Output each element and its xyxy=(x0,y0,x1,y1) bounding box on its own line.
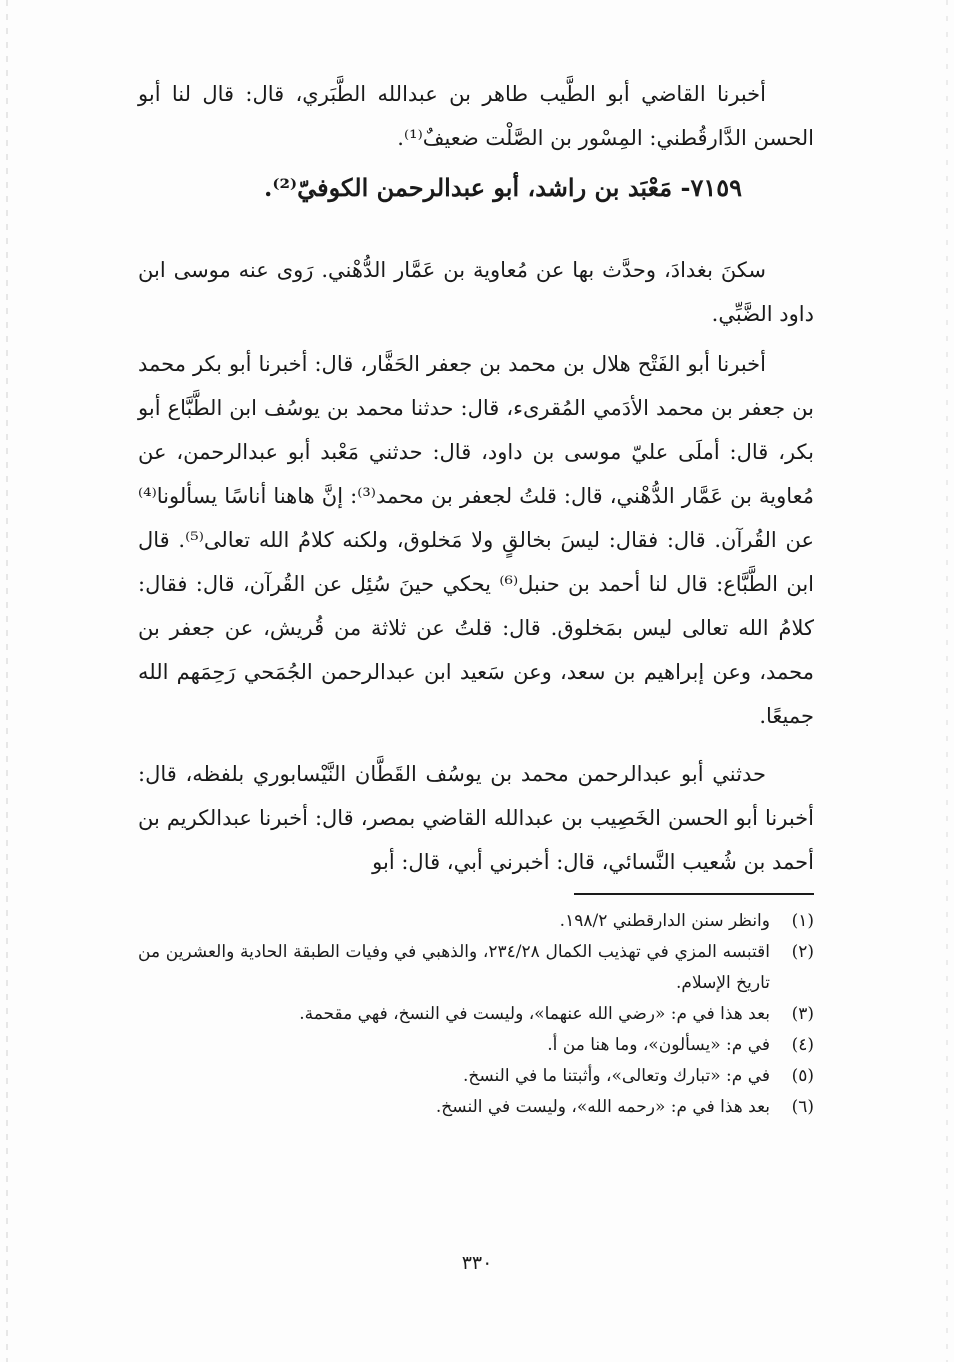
footnote-number: (٥) xyxy=(791,1066,814,1086)
footnote-item xyxy=(138,1092,814,1123)
paragraph-2: سكنَ بغدادَ، وحدَّث بها عن مُعاوية بن عَمَّار الدُّهْني. رَوى عنه موسى ابن داود الضَّبِّي. xyxy=(138,258,814,326)
footnote-number: (٤) xyxy=(791,1035,814,1055)
footnote-item xyxy=(138,1061,814,1092)
footnote-text: وانظر سنن الدارقطني ١٩٨/٢. xyxy=(559,911,770,931)
paragraph-3: أخبرنا أبو الفَتْح هلال بن محمد بن جعفر الحَفَّار، قال: أخبرنا أبو بكر محمد بن جعفر بن محمد الأدَمي المُقرىء، قال: حدثنا محمد بن يوسُف ابن الطَّبَّاع أبو بكر، قال: أملَى عليّ موسى بن داود، قال: حدثني مَعْبد أبو عبدالرحمن، عن مُعاوية بن عَمَّار الدُّهْني، قال: قلتُ لجعفر بن محمد⁽³⁾: إنَّ هاهنا أناسًا يسألونا⁽⁴⁾ عن القُرآن. قال: فقال: ليسَ بخالقٍ ولا مَخلوق، ولكنه كلامُ الله تعالى⁽⁵⁾. قال ابن الطَّبَّاع: قال لنا أحمد بن حنبل⁽⁶⁾ يحكي حينَ سُئِل عن القُرآن، قال: فقال: كلامُ الله تعالى ليس بمَخلوق. قال: قلتُ عن ثلاثة من قُريش، عن جعفر بن محمد، وعن إبراهيم بن سعد، وعن سَعيد ابن عبدالرحمن الجُمَحي رَحِمَهم الله جميعًا. xyxy=(138,352,815,728)
entry-heading: ٧١٥٩- مَعْبَد بن راشد، أبو عبدالرحمن الكوفيّ⁽²⁾. xyxy=(264,173,742,202)
footnote-item xyxy=(138,937,814,999)
footnote-text: اقتبسه المزي في تهذيب الكمال ٢٣٤/٢٨، والذهبي في وفيات الطبقة الحادية والعشرين من تاريخ الإسلام. xyxy=(138,942,770,993)
footnote-separator xyxy=(574,893,814,895)
paragraph-1: أخبرنا القاضي أبو الطَّيب طاهر بن عبدالله الطَّبَري، قال: قال لنا أبو الحسن الدَّارقُطني: المِسْور بن الصَّلْت ضعيفٌ⁽¹⁾. xyxy=(138,82,814,150)
footnote-item xyxy=(138,906,814,937)
footnote-number: (١) xyxy=(791,911,814,931)
paragraph-4: حدثني أبو عبدالرحمن محمد بن يوسُف القَطَّان النَّيْسابوري بلفظه، قال: أخبرنا أبو الحسن الخَصِيب بن عبدالله القاضي بمصر، قال: أخبرنا عبدالكريم بن أحمد بن شُعيب النَّسائي، قال: أخبرني أبي، قال: أبو xyxy=(138,762,814,874)
footnote-text: بعد هذا في م: «رحمه الله»، وليست في النسخ. xyxy=(435,1097,770,1117)
scan-edge-left xyxy=(6,0,8,1362)
footnote-text: بعد هذا في م: «رضي الله عنهما»، وليست في النسخ، فهي مقحمة. xyxy=(299,1004,770,1024)
footnote-item xyxy=(138,1030,814,1061)
footnote-item xyxy=(138,999,814,1030)
footnote-text: في م: «تبارك وتعالى»، وأثبتنا ما في النسخ. xyxy=(463,1066,770,1086)
footnotes-list xyxy=(138,906,814,1123)
scan-edge-right xyxy=(946,0,948,1362)
footnote-number: (٢) xyxy=(791,942,814,962)
page-number: ٣٣٠ xyxy=(461,1252,493,1274)
footnote-text: في م: «يسألون»، وما هنا من أ. xyxy=(547,1035,770,1055)
footnote-number: (٦) xyxy=(791,1097,814,1117)
footnote-number: (٣) xyxy=(791,1004,814,1024)
